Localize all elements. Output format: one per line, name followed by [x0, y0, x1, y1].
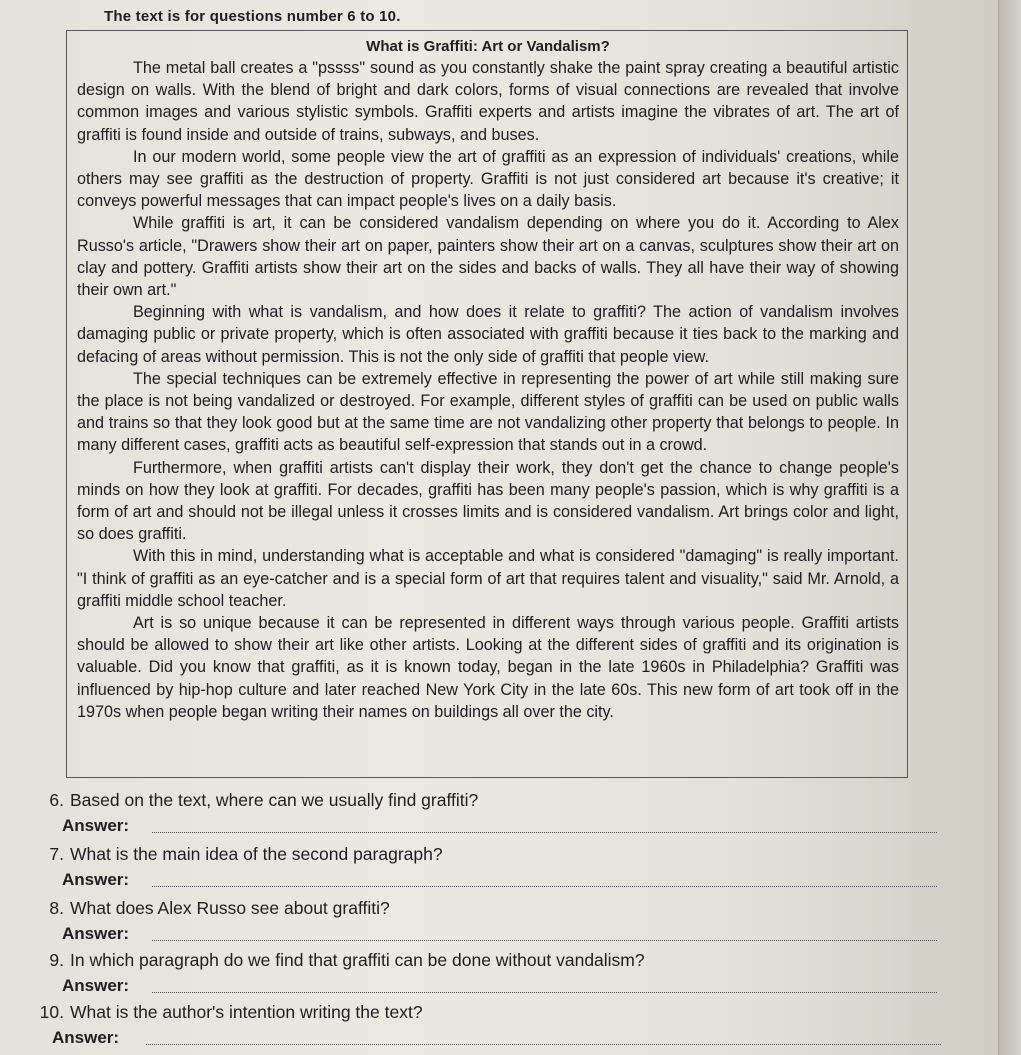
question-text: What is the author's intention writing the text? — [70, 1002, 423, 1022]
question-number: 7. — [49, 844, 64, 864]
answer-label: Answer: — [62, 924, 130, 943]
paragraph-7: With this in mind, understanding what is acceptable and what is considered "damaging" is really important. "I think of graffiti as an eye-catcher and is a special form of art that requires talent and visuality," said Mr. Arnold, a graffiti middle school teacher. — [77, 547, 899, 610]
paragraph-6: Furthermore, when graffiti artists can't display their work, they don't get the chance to change people's minds on how they look at graffiti. For decades, graffiti has been many people's passion, which is why graffiti is a form of art and should not be illegal unless it crosses limits and is considered vandalism. Art brings color and light, so does graffiti. — [77, 458, 899, 544]
question-text: In which paragraph do we find that graffiti can be done without vandalism? — [70, 950, 645, 970]
answer-label: Answer: — [52, 1028, 120, 1047]
answer-line-9[interactable] — [152, 992, 937, 993]
question-8 — [30, 898, 390, 919]
reading-passage — [66, 30, 908, 778]
question-text: What is the main idea of the second paragraph? — [70, 844, 443, 864]
question-number: 6. — [49, 790, 64, 810]
paragraph-2: In our modern world, some people view the art of graffiti as an expression of individuals' creations, while others may see graffiti as the destruction of property. Graffiti is not just considered art because it's creative; it conveys powerful messages that can impact people's lives on a daily basis. — [77, 147, 899, 211]
question-text: Based on the text, where can we usually find graffiti? — [70, 790, 479, 810]
instructions-header: The text is for questions number 6 to 10. — [104, 8, 401, 25]
paragraph-8: Art is so unique because it can be represented in different ways through various people. Graffiti artists should be allowed to show their art like other artists. Looking at the different sides of graffiti and its origination is valuable. Did you know that graffiti, as it is known today, began in the late 1960s in Philadelphia? Graffiti was influenced by hip-hop culture and later reached New York City in the late 60s. This new form of art took off in the 1970s when people began writing their names on buildings all over the city. — [77, 614, 899, 721]
answer-line-6[interactable] — [152, 832, 937, 833]
question-text: What does Alex Russo see about graffiti? — [70, 898, 390, 918]
paragraph-5: The special techniques can be extremely effective in representing the power of art while still making sure the place is not being vandalized or destroyed. For example, different styles of graffiti can be used on public walls and trains so that they look good but at the same time are not vandalizing other property that belongs to people. In many different cases, graffiti acts as beautiful self-expression that stands out in a crowd. — [77, 369, 899, 455]
paragraph-1: The metal ball creates a "pssss" sound as you constantly shake the paint spray creating a beautiful artistic design on walls. With the blend of bright and dark colors, forms of visual connections are revealed that involve common images and various stylistic symbols. Graffiti experts and artists imagine the vibrates of art. The art of graffiti is found inside and outside of trains, subways, and buses. — [77, 59, 899, 144]
question-number: 9. — [49, 950, 64, 970]
answer-line-7[interactable] — [152, 886, 937, 887]
answer-label: Answer: — [62, 870, 130, 889]
question-7 — [30, 844, 443, 865]
answer-line-10[interactable] — [146, 1044, 941, 1045]
question-number: 10. — [39, 1002, 64, 1022]
question-6 — [30, 790, 478, 811]
question-9 — [30, 950, 645, 971]
question-10 — [22, 1002, 423, 1023]
answer-label: Answer: — [62, 816, 130, 835]
page-edge — [998, 0, 1021, 1055]
answer-line-8[interactable] — [152, 940, 937, 941]
question-number: 8. — [49, 898, 64, 918]
passage-title: What is Graffiti: Art or Vandalism? — [366, 38, 610, 55]
answer-label: Answer: — [62, 976, 130, 995]
paragraph-4: Beginning with what is vandalism, and how does it relate to graffiti? The action of vandalism involves damaging public or private property, which is often associated with graffiti because it ties back to the marking and defacing of areas without permission. This is not the only side of graffiti that people view. — [77, 303, 899, 366]
paragraph-3: While graffiti is art, it can be considered vandalism depending on where you do it. According to Alex Russo's article, "Drawers show their art on paper, painters show their art on a canvas, sculptures show their art on clay and pottery. Graffiti artists show their art on the sides and backs of walls. They all have their way of showing their own art." — [77, 214, 899, 300]
